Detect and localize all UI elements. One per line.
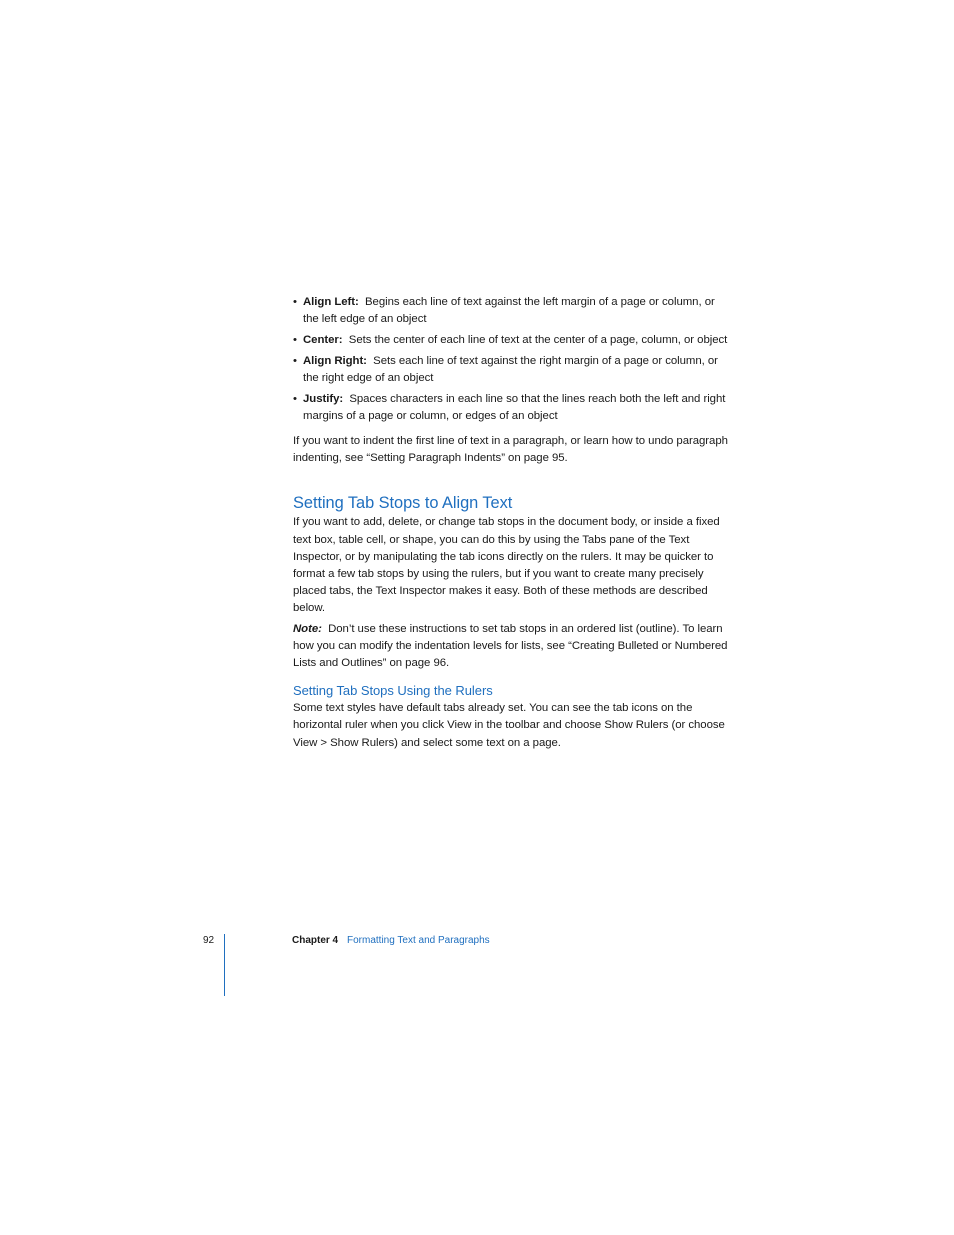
bullet-marker: •	[293, 333, 297, 346]
note-text: Don’t use these instructions to set tab stops in an ordered list (outline). To learn how you can modify the indentation levels for lists, see “Creating Bulleted or Numbered Lists and Outlines” on page 96.	[293, 622, 728, 669]
note-paragraph	[293, 621, 733, 673]
subsection-body: Some text styles have default tabs already set. You can see the tab icons on the horizontal ruler when you click View in the toolbar and choose Show Rulers (or choose View > Show Rulers) and select some text on a page.	[293, 702, 725, 749]
bullet-marker: •	[293, 296, 297, 308]
subsection-heading: Setting Tab Stops Using the Rulers	[293, 683, 493, 699]
note-label: Note:	[293, 622, 322, 635]
list-item	[293, 391, 733, 425]
main-text-column	[293, 294, 733, 752]
list-item-text: Sets the center of each line of text at the center of a page, column, or object	[348, 333, 728, 346]
page-number: 92	[203, 935, 215, 946]
list-item-text: Spaces characters in each line so that the lines reach both the left and right margins of a page or column, or edges of an object	[303, 392, 726, 422]
chapter-title: Formatting Text and Paragraphs	[347, 935, 490, 946]
section-body: If you want to add, delete, or change tab stops in the document body, or inside a fixed text box, table cell, or shape, you can do this by using the Tabs pane of the Text Inspector, or by manipulating the tab icons directly on the rulers. It may be quicker to format a few tab stops by using the rulers, but if you want to create many precisely placed tabs, the Text Inspector makes it easy. Both of these methods are described below.	[293, 516, 720, 615]
bullet-marker: •	[293, 392, 297, 405]
list-item-text: Begins each line of text against the left margin of a page or column, or the left edge of an object	[303, 296, 715, 326]
footer-divider	[224, 934, 225, 996]
indent-paragraph: If you want to indent the first line of text in a paragraph, or learn how to undo paragraph indenting, see “Setting Paragraph Indents” on page 95.	[293, 434, 728, 465]
chapter-label: Chapter 4	[292, 935, 339, 946]
list-item-text: Sets each line of text against the right margin of a page or column, or the right edge of an object	[303, 354, 718, 384]
list-item	[293, 353, 733, 387]
list-item	[293, 332, 733, 349]
section-heading: Setting Tab Stops to Align Text	[293, 494, 513, 513]
alignment-options-list	[293, 294, 733, 425]
list-item-term: Justify:	[303, 392, 344, 405]
list-item-term: Align Left:	[303, 296, 359, 308]
bullet-marker: •	[293, 354, 297, 367]
list-item	[293, 294, 733, 328]
list-item-term: Center:	[303, 333, 343, 346]
list-item-term: Align Right:	[303, 354, 367, 367]
